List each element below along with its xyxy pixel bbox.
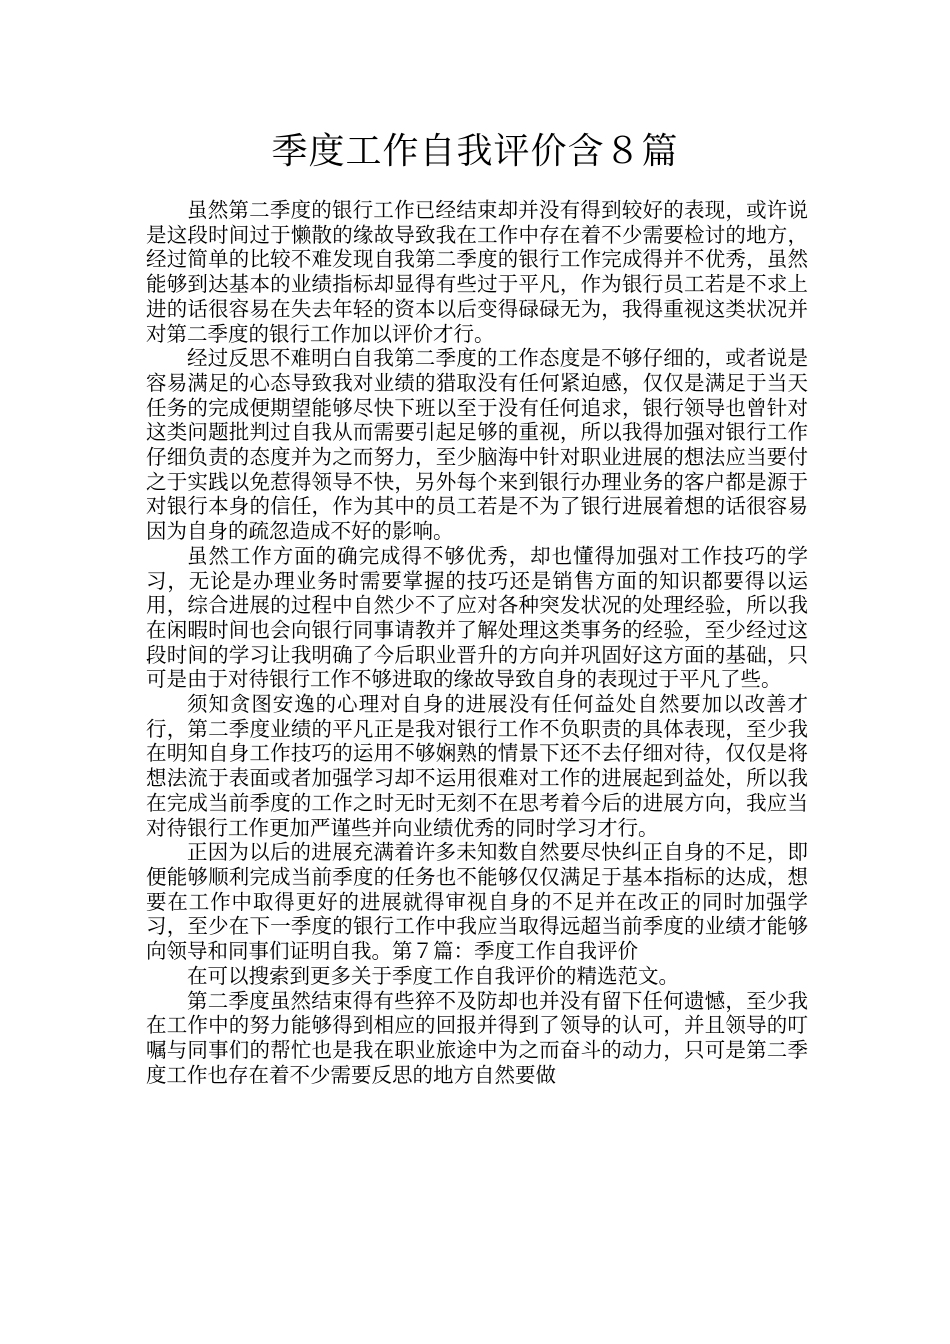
paragraph: 正因为以后的进展充满着许多未知数自然要尽快纠正自身的不足，即便能够顺利完成当前季度的任务也不能够仅仅满足于基本指标的达成，想要在工作中取得更好的进展就得审视自身的不足并在改正的同时加强学习，至少在下一季度的银行工作中我应当取得远超当前季度的业绩才能够向领导和同事们证明自我。第７篇：季度工作自我评价: [146, 840, 808, 964]
paragraph: 在可以搜索到更多关于季度工作自我评价的精选范文。: [187, 963, 679, 988]
paragraph: 虽然第二季度的银行工作已经结束却并没有得到较好的表现，或许说是这段时间过于懒散的缘故导致我在工作中存在着不少需要检讨的地方，经过简单的比较不难发现自我第二季度的银行工作完成得并不优秀，虽然能够到达基本的业绩指标却显得有些过于平凡，作为银行员工若是不求上进的话很容易在失去年轻的资本以后变得碌碌无为，我得重视这类状况并对第二季度的银行工作加以评价才行。: [146, 198, 808, 346]
document-title: 季度工作自我评价含８篇: [271, 131, 679, 172]
paragraph: 第二季度虽然结束得有些猝不及防却也并没有留下任何遗憾，至少我在工作中的努力能够得到相应的回报并得到了领导的认可，并且领导的叮嘱与同事们的帮忙也是我在职业旅途中为之而奋斗的动力，只可是第二季度工作也存在着不少需要反思的地方自然要做: [146, 988, 808, 1087]
paragraph: 须知贪图安逸的心理对自身的进展没有任何益处自然要加以改善才行，第二季度业绩的平凡正是我对银行工作不负职责的具体表现，至少我在明知自身工作技巧的运用不够娴熟的情景下还不去仔细对待，仅仅是将想法流于表面或者加强学习却不运用很难对工作的进展起到益处，所以我在完成当前季度的工作之时无时无刻不在思考着今后的进展方向，我应当对待银行工作更加严谨些并向业绩优秀的同时学习才行。: [146, 692, 808, 840]
paragraph: 虽然工作方面的确完成得不够优秀，却也懂得加强对工作技巧的学习，无论是办理业务时需要掌握的技巧还是销售方面的知识都要得以运用，综合进展的过程中自然少不了应对各种突发状况的处理经验，所以我在闲暇时间也会向银行同事请教并了解处理这类事务的经验，至少经过这段时间的学习让我明确了今后职业晋升的方向并巩固好这方面的基础，只可是由于对待银行工作不够进取的缘故导致自身的表现过于平凡了些。: [146, 543, 808, 692]
document-body: [146, 198, 808, 1087]
paragraph: 经过反思不难明白自我第二季度的工作态度是不够仔细的，或者说是容易满足的心态导致我对业绩的猎取没有任何紧迫感，仅仅是满足于当天任务的完成便期望能够尽快下班以至于没有任何追求，银行领导也曾针对这类问题批判过自我从而需要引起足够的重视，所以我得加强对银行工作仔细负责的态度并为之而努力，至少脑海中针对职业进展的想法应当要付之于实践以免惹得领导不快，另外每个来到银行办理业务的客户都是源于对银行本身的信任，作为其中的员工若是不为了银行进展着想的话很容易因为自身的疏忽造成不好的影响。: [146, 346, 808, 544]
